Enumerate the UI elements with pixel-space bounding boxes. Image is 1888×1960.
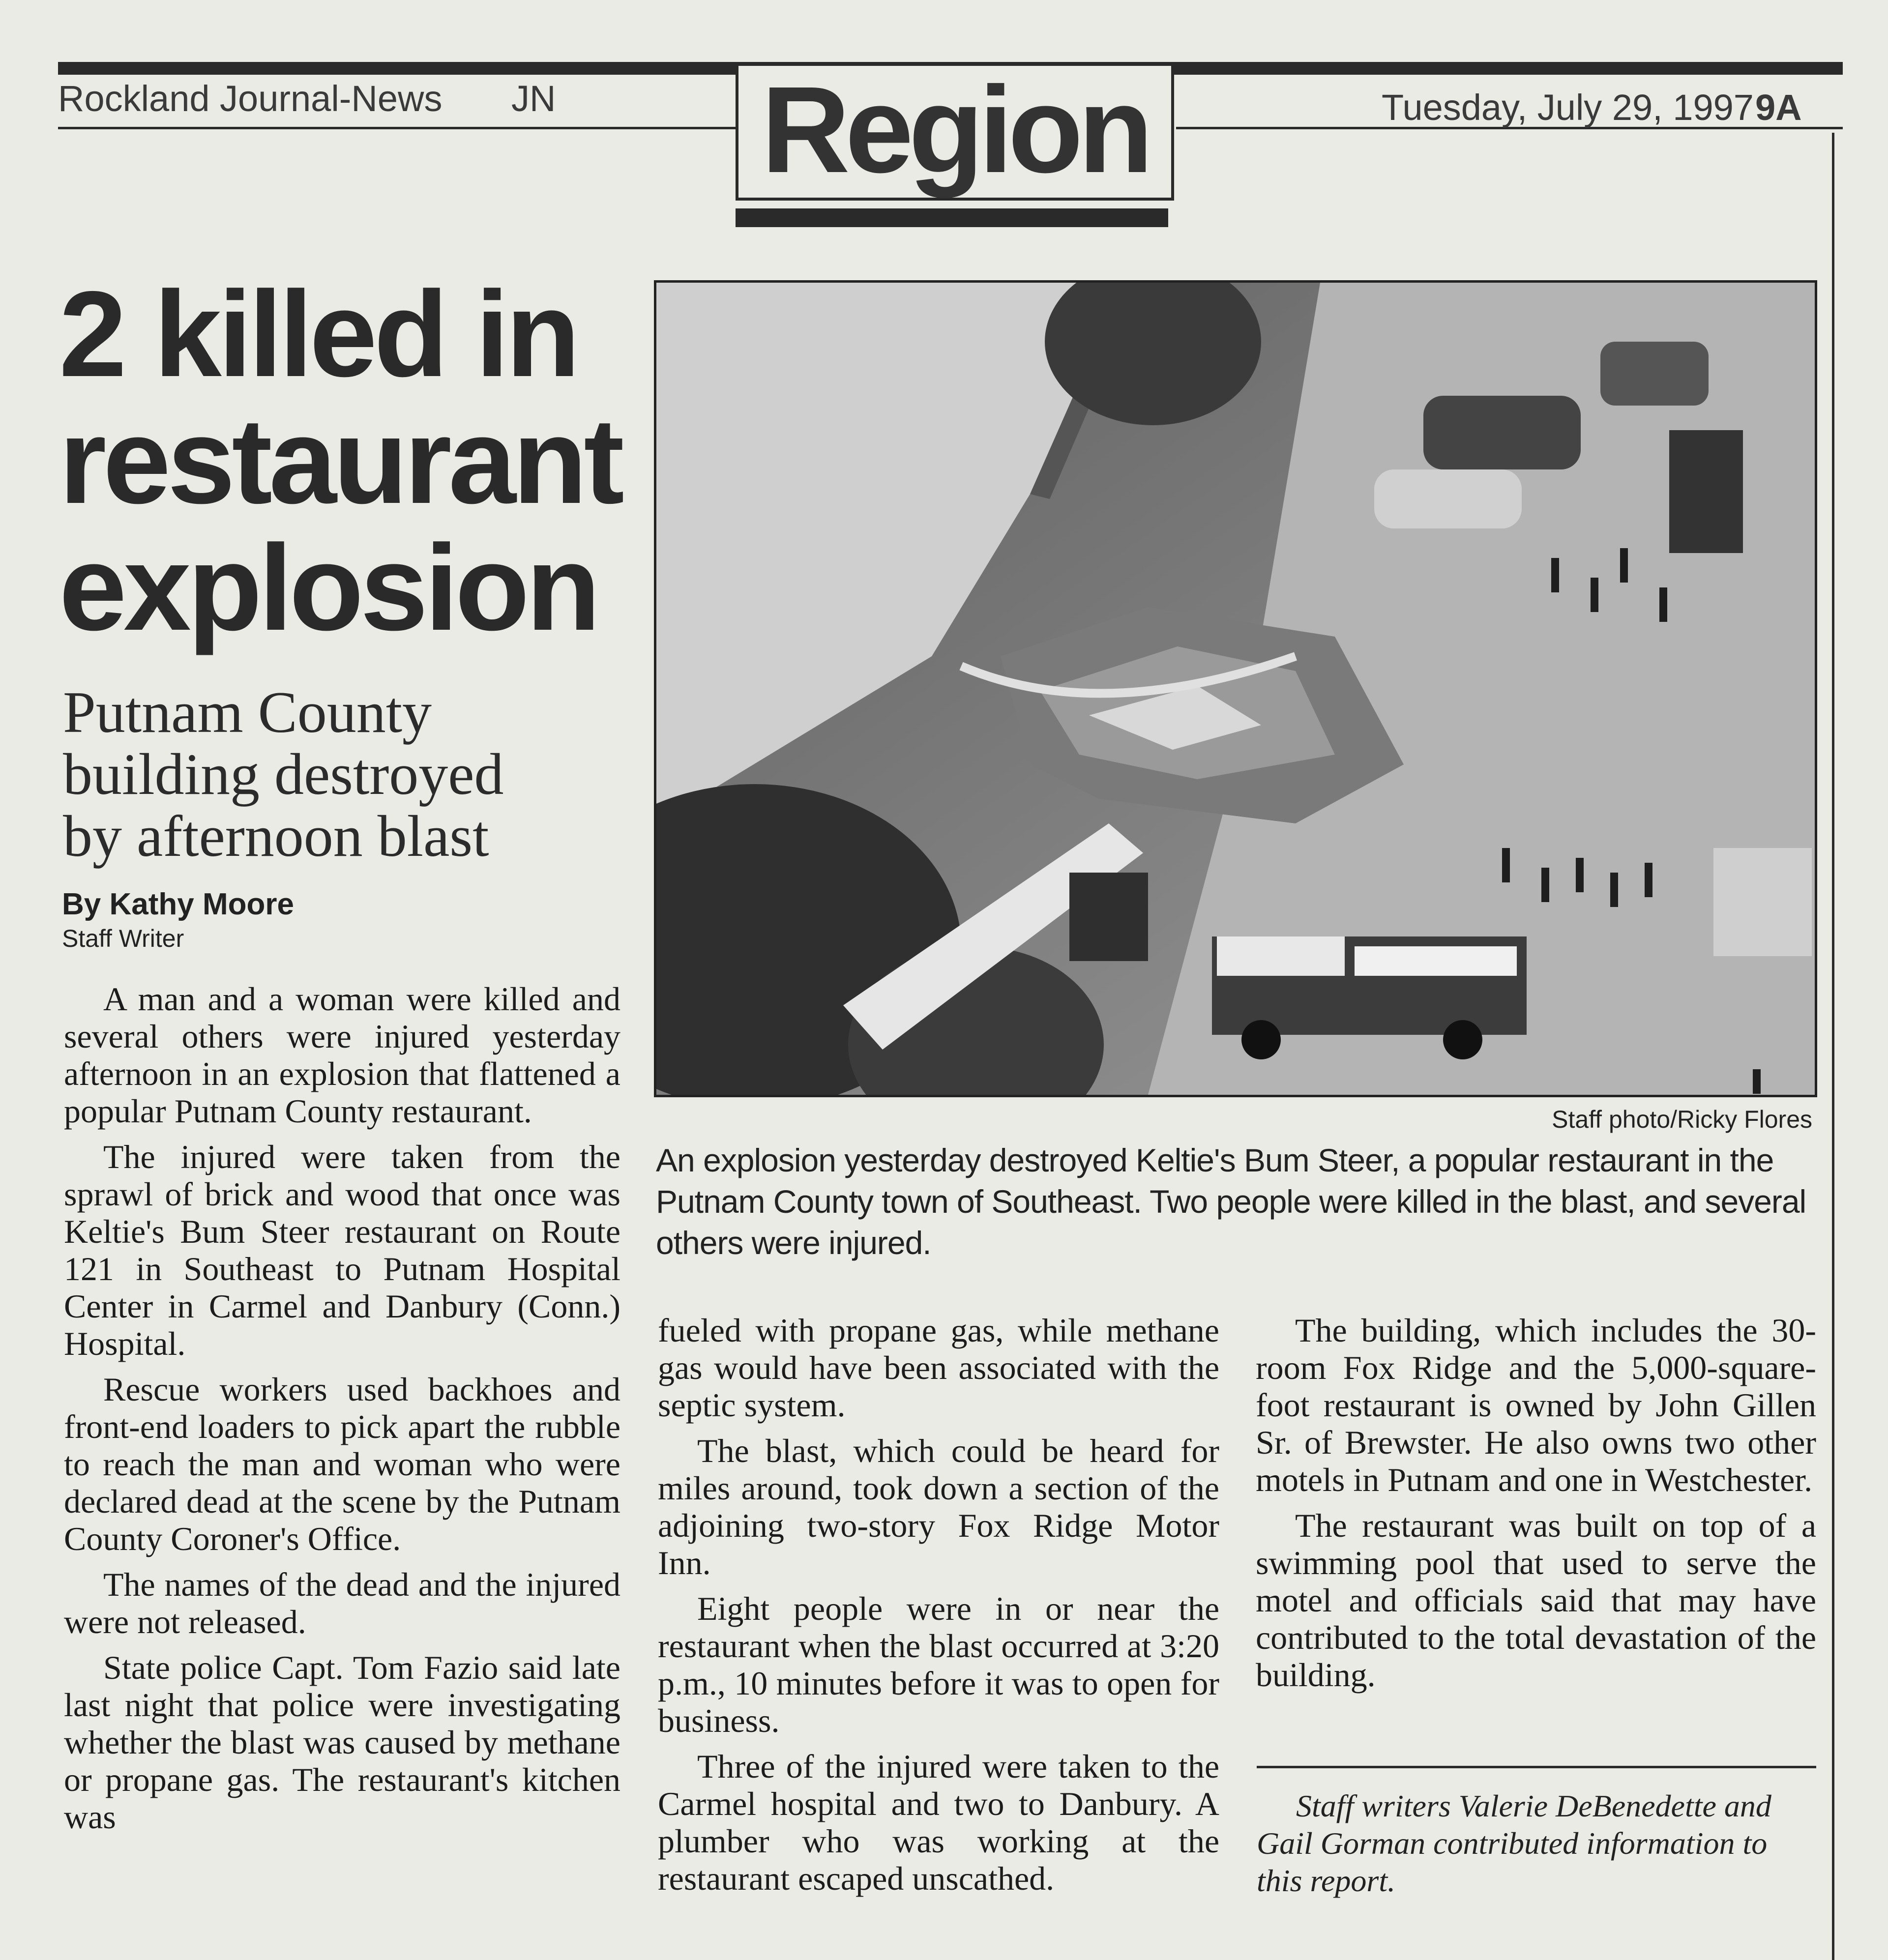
headline-line: 2 killed in (59, 265, 577, 402)
contributors-rule (1257, 1766, 1816, 1768)
issue-date: Tuesday, July 29, 1997 (1382, 87, 1754, 128)
deck (63, 681, 653, 867)
paragraph: Three of the injured were taken to the Carmel hospital and two to Danbury. A plumber who was working at the restaurant escaped unscathed. (658, 1748, 1219, 1897)
paragraph: Eight people were in or near the restaurant when the blast occurred at 3:20 p.m., 10 minutes before it was to open for business. (658, 1590, 1219, 1739)
explosion-scene-image (656, 283, 1815, 1095)
headline (59, 265, 649, 656)
byline-title: Staff Writer (62, 925, 184, 952)
article-column-1 (64, 980, 620, 1844)
deck-line: by afternoon blast (63, 803, 489, 869)
headline-line: restaurant (59, 392, 621, 529)
section-underline (736, 208, 1168, 227)
paragraph: fueled with propane gas, while methane gas would have been associated with the septic system. (658, 1312, 1219, 1424)
byline: By Kathy Moore (62, 887, 294, 921)
section-title: Region (761, 61, 1149, 198)
page-number: 9A (1755, 87, 1802, 128)
paragraph: A man and a woman were killed and several others were injured yesterday afternoon in an explosion that flattened a popular Putnam County restaurant. (64, 980, 620, 1130)
right-border-rule (1832, 133, 1834, 1960)
paragraph: State police Capt. Tom Fazio said late last night that police were investigating whether the blast was caused by methane or propane gas. The restaurant's kitchen was (64, 1649, 620, 1836)
article-column-2 (658, 1312, 1219, 1905)
header-rule-left (58, 127, 737, 129)
paragraph: The names of the dead and the injured were not released. (64, 1566, 620, 1640)
news-photo (654, 280, 1817, 1097)
article-column-3 (1256, 1312, 1816, 1702)
deck-line: Putnam County (63, 679, 432, 745)
section-flag (736, 63, 1174, 201)
headline-line: explosion (59, 519, 597, 656)
paper-code: JN (511, 78, 556, 119)
photo-credit: Staff photo/Ricky Flores (1552, 1106, 1812, 1133)
paragraph: The blast, which could be heard for miles around, took down a section of the adjoining two-story Fox Ridge Motor Inn. (658, 1432, 1219, 1581)
deck-line: building destroyed (63, 741, 504, 807)
paragraph: The restaurant was built on top of a swimming pool that used to serve the motel and officials said that may have contributed to the total devastation of the building. (1256, 1507, 1816, 1694)
paragraph: The injured were taken from the sprawl of brick and wood that once was Keltie's Bum Steer restaurant on Route 121 in Southeast to Putnam Hospital Center in Carmel and Danbury (Conn.) Hospital. (64, 1138, 620, 1362)
contributors-note: Staff writers Valerie DeBenedette and Gail Gorman contributed information to this report. (1257, 1788, 1771, 1898)
photo-caption: An explosion yesterday destroyed Keltie's Bum Steer, a popular restaurant in the Putnam County town of Southeast. Two people were killed in the blast, and several others were injured. (656, 1142, 1806, 1261)
paper-name: Rockland Journal-News (58, 78, 442, 119)
paragraph: Rescue workers used backhoes and front-end loaders to pick apart the rubble to reach the man and woman who were declared dead at the scene by the Putnam County Coroner's Office. (64, 1371, 620, 1557)
paragraph: The building, which includes the 30-room Fox Ridge and the 5,000-square-foot restaurant is owned by John Gillen Sr. of Brewster. He also owns two other motels in Putnam and one in Westchester. (1256, 1312, 1816, 1498)
